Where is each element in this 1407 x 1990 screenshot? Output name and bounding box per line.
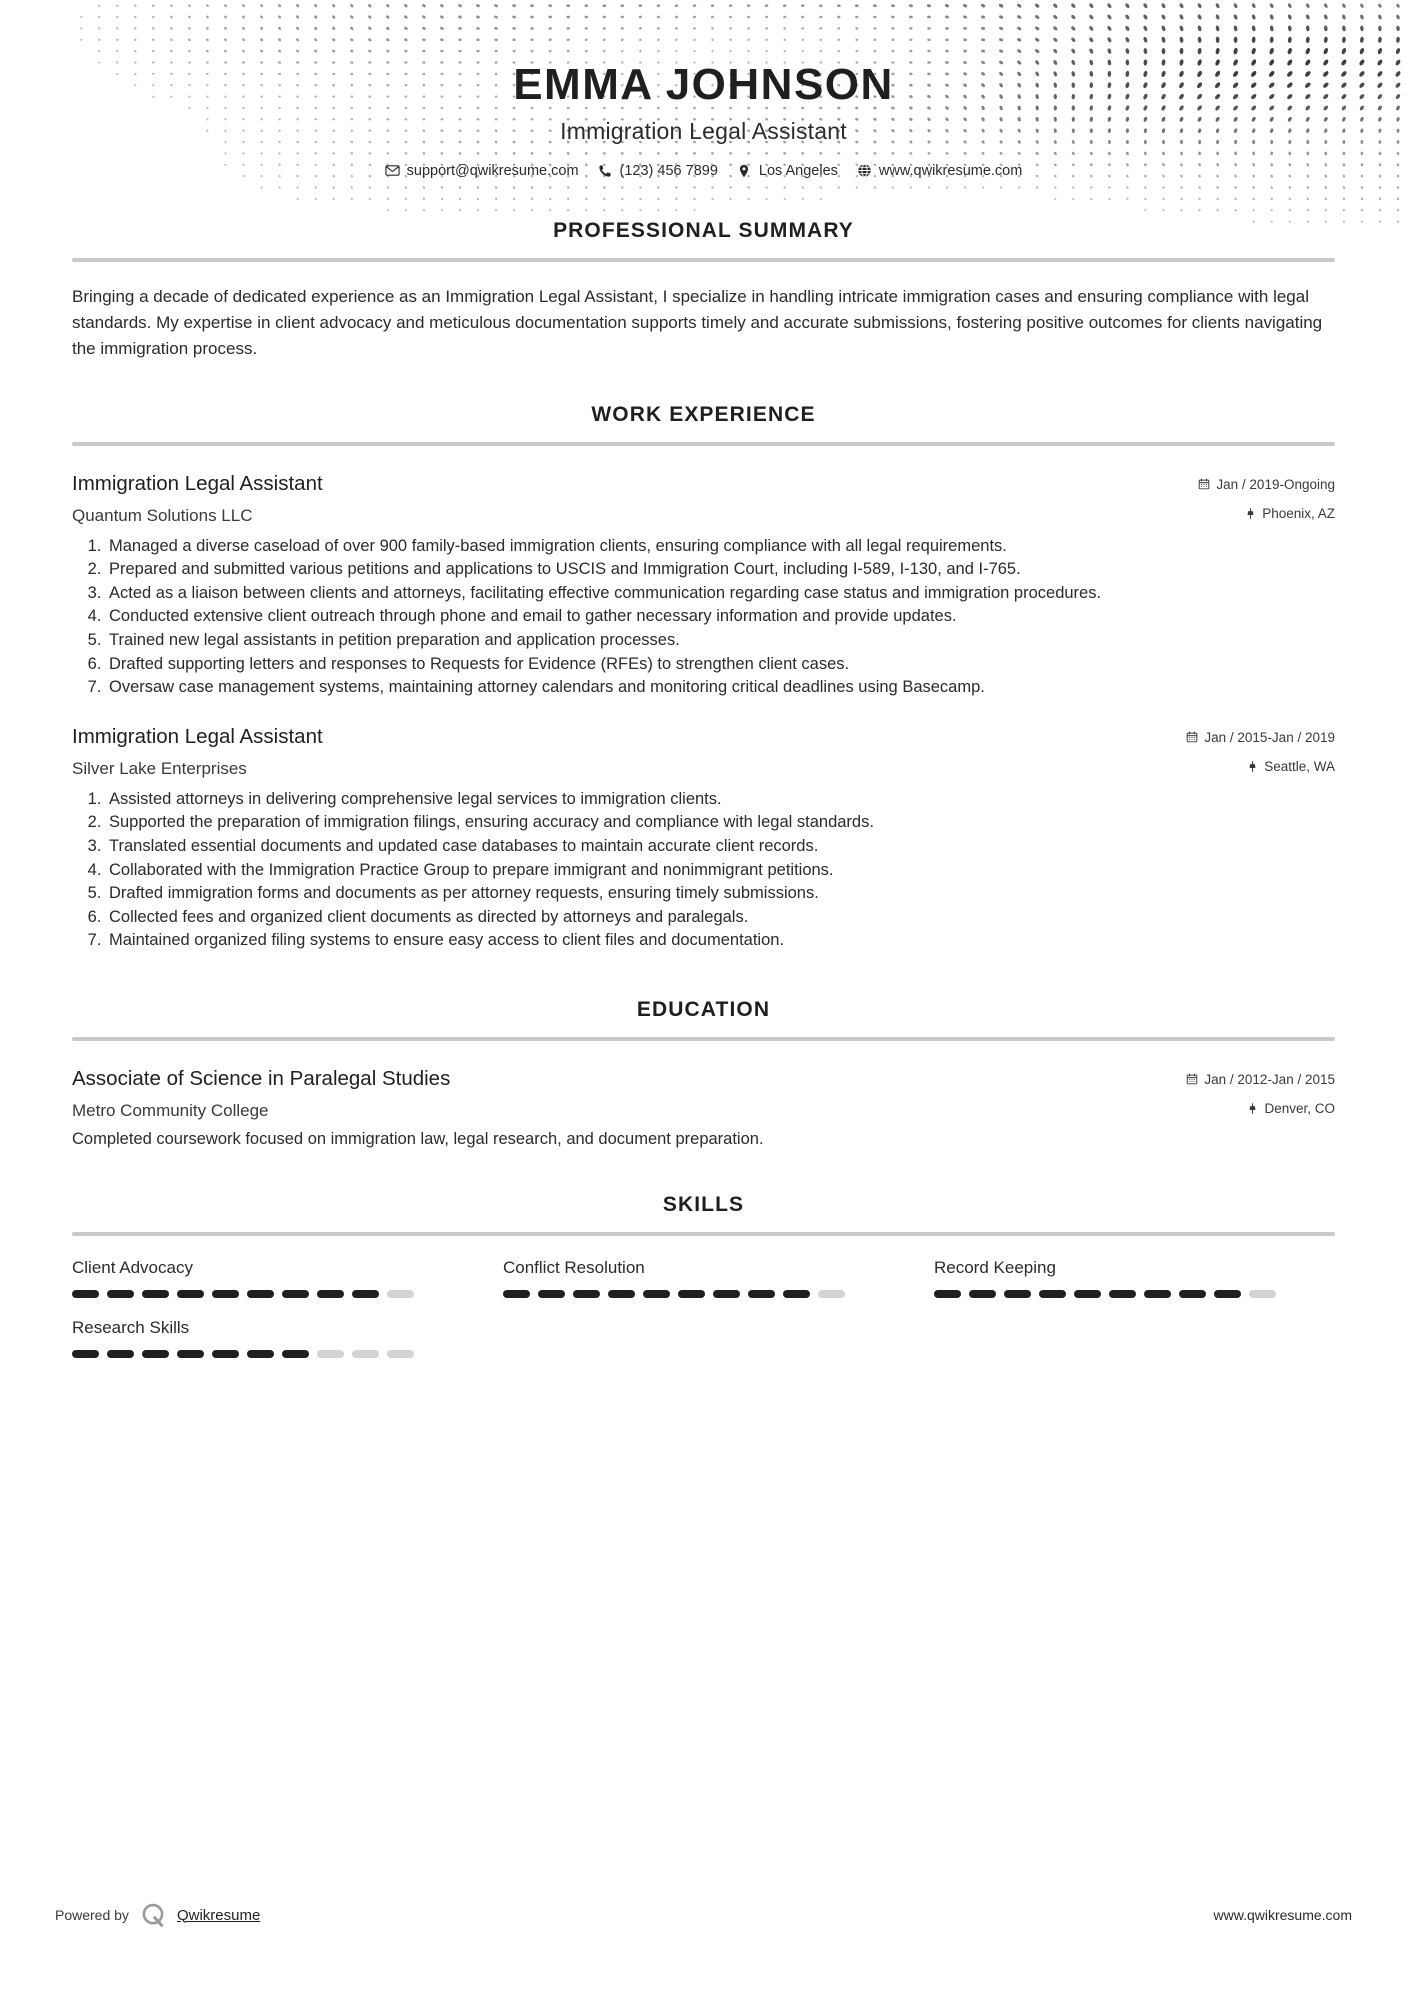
skill-level-segment	[247, 1290, 274, 1298]
responsibility-item: 1. Managed a diverse caseload of over 900 family-based immigration clients, ensuring compliance with all legal requirements.	[106, 535, 1335, 558]
skill-name: Conflict Resolution	[503, 1257, 645, 1277]
phone-icon	[598, 163, 613, 178]
skill-level-bar	[72, 1290, 473, 1298]
responsibility-item: 7. Maintained organized filing systems to ensure easy access to client files and documentation.	[106, 929, 1335, 952]
skill-level-segment	[1074, 1290, 1101, 1298]
skill-level-segment	[177, 1350, 204, 1358]
skill-level-segment	[678, 1290, 705, 1298]
skill-level-segment	[387, 1290, 414, 1298]
skill-name: Client Advocacy	[72, 1257, 193, 1277]
entry-meta	[1186, 1067, 1335, 1116]
entry-dates-text: Jan / 2019-Ongoing	[1216, 476, 1335, 492]
section-divider	[72, 1037, 1335, 1041]
skill-level-segment	[1179, 1290, 1206, 1298]
skill-level-segment	[1144, 1290, 1171, 1298]
skill-level-bar	[934, 1290, 1335, 1298]
entry-identity	[72, 472, 323, 526]
skill-level-segment	[1249, 1290, 1276, 1298]
skill-level-segment	[538, 1290, 565, 1298]
skill-level-segment	[247, 1350, 274, 1358]
responsibility-item: 3. Acted as a liaison between clients and attorneys, facilitating effective communication regarding case status and immigration procedures.	[106, 582, 1335, 605]
contact-text: www.qwikresume.com	[878, 162, 1023, 179]
skill-name: Research Skills	[72, 1317, 190, 1337]
experience-list	[72, 472, 1335, 952]
entry-location	[1186, 1101, 1335, 1116]
responsibility-item: 7. Oversaw case management systems, maintaining attorney calendars and monitoring critical deadlines using Basecamp.	[106, 676, 1335, 699]
experience-entry	[72, 725, 1335, 952]
footer-url: www.qwikresume.com	[1213, 1907, 1352, 1923]
contact-bar	[72, 163, 1335, 179]
calendar-icon	[1186, 731, 1198, 744]
skill-level-bar	[503, 1290, 904, 1298]
responsibility-item: 2. Prepared and submitted various petitions and applications to USCIS and Immigration Court, including I-589, I-130, and I-765.	[106, 558, 1335, 581]
skill-level-segment	[503, 1290, 530, 1298]
responsibility-item: 5. Trained new legal assistants in petition preparation and application processes.	[106, 629, 1335, 652]
skill-level-segment	[352, 1290, 379, 1298]
responsibility-item: 2. Supported the preparation of immigration filings, ensuring accuracy and compliance with legal standards.	[106, 811, 1335, 834]
entry-identity	[72, 725, 323, 779]
section-title: SKILLS	[662, 1192, 745, 1216]
skill-level-segment	[142, 1290, 169, 1298]
entry-dates-text: Jan / 2015-Jan / 2019	[1204, 729, 1335, 745]
skill-level-segment	[1004, 1290, 1031, 1298]
skill-level-segment	[212, 1290, 239, 1298]
entry-dates	[1186, 1072, 1335, 1087]
skill-level-segment	[818, 1290, 845, 1298]
entry-location-text: Phoenix, AZ	[1262, 505, 1335, 521]
responsibility-item: 6. Drafted supporting letters and responses to Requests for Evidence (RFEs) to strengthen client cases.	[106, 653, 1335, 676]
degree-title: Associate of Science in Paralegal Studies	[72, 1066, 451, 1090]
skill-level-segment	[142, 1350, 169, 1358]
entry-header	[72, 1067, 1335, 1121]
entry-header	[72, 725, 1335, 779]
skill-level-segment	[107, 1350, 134, 1358]
company-name: Quantum Solutions LLC	[72, 505, 253, 525]
summary-text: Bringing a decade of dedicated experience as an Immigration Legal Assistant, I specialize in handling intricate immigration cases and ensuring compliance with legal standards. My expertise in client advocacy and meticulous documentation supports timely and accurate submissions, fostering positive outcomes for clients navigating the immigration process.	[72, 286, 1323, 359]
skill-level-segment	[282, 1290, 309, 1298]
entry-dates-text: Jan / 2012-Jan / 2015	[1204, 1071, 1335, 1087]
candidate-name: EMMA JOHNSON	[513, 60, 894, 109]
entry-location	[1198, 506, 1335, 521]
section-skills	[72, 1193, 1335, 1358]
skill-level-segment	[713, 1290, 740, 1298]
entry-location-text: Seattle, WA	[1264, 758, 1335, 774]
school-name: Metro Community College	[72, 1100, 269, 1120]
education-entry	[72, 1067, 1335, 1149]
contact-item-location[interactable]	[737, 163, 838, 179]
responsibility-list	[72, 788, 1335, 952]
contact-item-globe[interactable]	[857, 163, 1022, 179]
entry-identity	[72, 1067, 450, 1121]
contact-text: Los Angeles	[758, 162, 838, 179]
entry-dates	[1198, 477, 1335, 492]
globe-icon	[857, 163, 872, 178]
responsibility-item: 1. Assisted attorneys in delivering comprehensive legal services to immigration clients.	[106, 788, 1335, 811]
location-icon	[737, 163, 752, 178]
skill-level-segment	[1109, 1290, 1136, 1298]
entry-meta	[1186, 725, 1335, 774]
skill-level-segment	[72, 1350, 99, 1358]
brand-block	[55, 1902, 260, 1928]
section-title: WORK EXPERIENCE	[591, 402, 816, 426]
skill-level-segment	[934, 1290, 961, 1298]
skill-level-segment	[608, 1290, 635, 1298]
skill-level-segment	[177, 1290, 204, 1298]
section-title: EDUCATION	[636, 997, 771, 1021]
resume-header	[72, 0, 1335, 179]
skill-level-segment	[573, 1290, 600, 1298]
skill-level-segment	[317, 1290, 344, 1298]
calendar-icon	[1186, 1073, 1198, 1086]
responsibility-item: 5. Drafted immigration forms and documents as per attorney requests, ensuring timely submissions.	[106, 882, 1335, 905]
section-divider	[72, 258, 1335, 262]
contact-text: (123) 456 7899	[619, 162, 718, 179]
section-education	[72, 998, 1335, 1149]
skill-level-segment	[748, 1290, 775, 1298]
contact-item-phone[interactable]	[598, 163, 718, 179]
education-list	[72, 1067, 1335, 1149]
section-divider	[72, 442, 1335, 446]
pin-icon	[1246, 1102, 1258, 1115]
section-divider	[72, 1232, 1335, 1236]
contact-item-email[interactable]	[385, 163, 579, 179]
entry-location-text: Denver, CO	[1264, 1100, 1335, 1116]
skill-item	[72, 1258, 473, 1298]
skill-level-segment	[643, 1290, 670, 1298]
entry-dates	[1186, 730, 1335, 745]
qwikresume-logo-icon	[140, 1902, 166, 1928]
skill-level-bar	[72, 1350, 473, 1358]
calendar-icon	[1198, 478, 1210, 491]
responsibility-item: 6. Collected fees and organized client documents as directed by attorneys and paralegals.	[106, 906, 1335, 929]
skill-level-segment	[212, 1350, 239, 1358]
powered-by-label: Powered by	[55, 1907, 129, 1923]
section-work-experience	[72, 403, 1335, 952]
pin-icon	[1244, 507, 1256, 520]
brand-link[interactable]: Qwikresume	[176, 1906, 261, 1924]
skill-item	[72, 1318, 473, 1358]
entry-meta	[1198, 472, 1335, 521]
skill-level-segment	[969, 1290, 996, 1298]
skill-level-segment	[387, 1350, 414, 1358]
skill-level-segment	[1039, 1290, 1066, 1298]
experience-entry	[72, 472, 1335, 699]
skill-level-segment	[352, 1350, 379, 1358]
section-title: PROFESSIONAL SUMMARY	[553, 218, 854, 242]
skill-level-segment	[783, 1290, 810, 1298]
responsibility-item: 4. Conducted extensive client outreach through phone and email to gather necessary information and provide updates.	[106, 605, 1335, 628]
candidate-role: Immigration Legal Assistant	[560, 117, 847, 144]
responsibility-item: 3. Translated essential documents and updated case databases to maintain accurate client records.	[106, 835, 1335, 858]
company-name: Silver Lake Enterprises	[72, 758, 247, 778]
email-icon	[385, 163, 400, 178]
job-title: Immigration Legal Assistant	[72, 724, 323, 748]
skill-level-segment	[317, 1350, 344, 1358]
page-footer	[0, 1902, 1407, 1928]
skill-level-segment	[72, 1290, 99, 1298]
skill-item	[503, 1258, 904, 1298]
skill-level-segment	[282, 1350, 309, 1358]
pin-icon	[1246, 760, 1258, 773]
skill-level-segment	[107, 1290, 134, 1298]
skill-item	[934, 1258, 1335, 1298]
entry-header	[72, 472, 1335, 526]
skills-grid	[72, 1258, 1335, 1358]
contact-text: support@qwikresume.com	[406, 162, 579, 179]
section-professional-summary	[72, 219, 1335, 363]
responsibility-item: 4. Collaborated with the Immigration Practice Group to prepare immigrant and nonimmigrant petitions.	[106, 859, 1335, 882]
job-title: Immigration Legal Assistant	[72, 471, 323, 495]
entry-location	[1186, 759, 1335, 774]
education-note: Completed coursework focused on immigration law, legal research, and document preparation.	[72, 1129, 764, 1148]
skill-level-segment	[1214, 1290, 1241, 1298]
skill-name: Record Keeping	[934, 1257, 1056, 1277]
responsibility-list	[72, 535, 1335, 699]
